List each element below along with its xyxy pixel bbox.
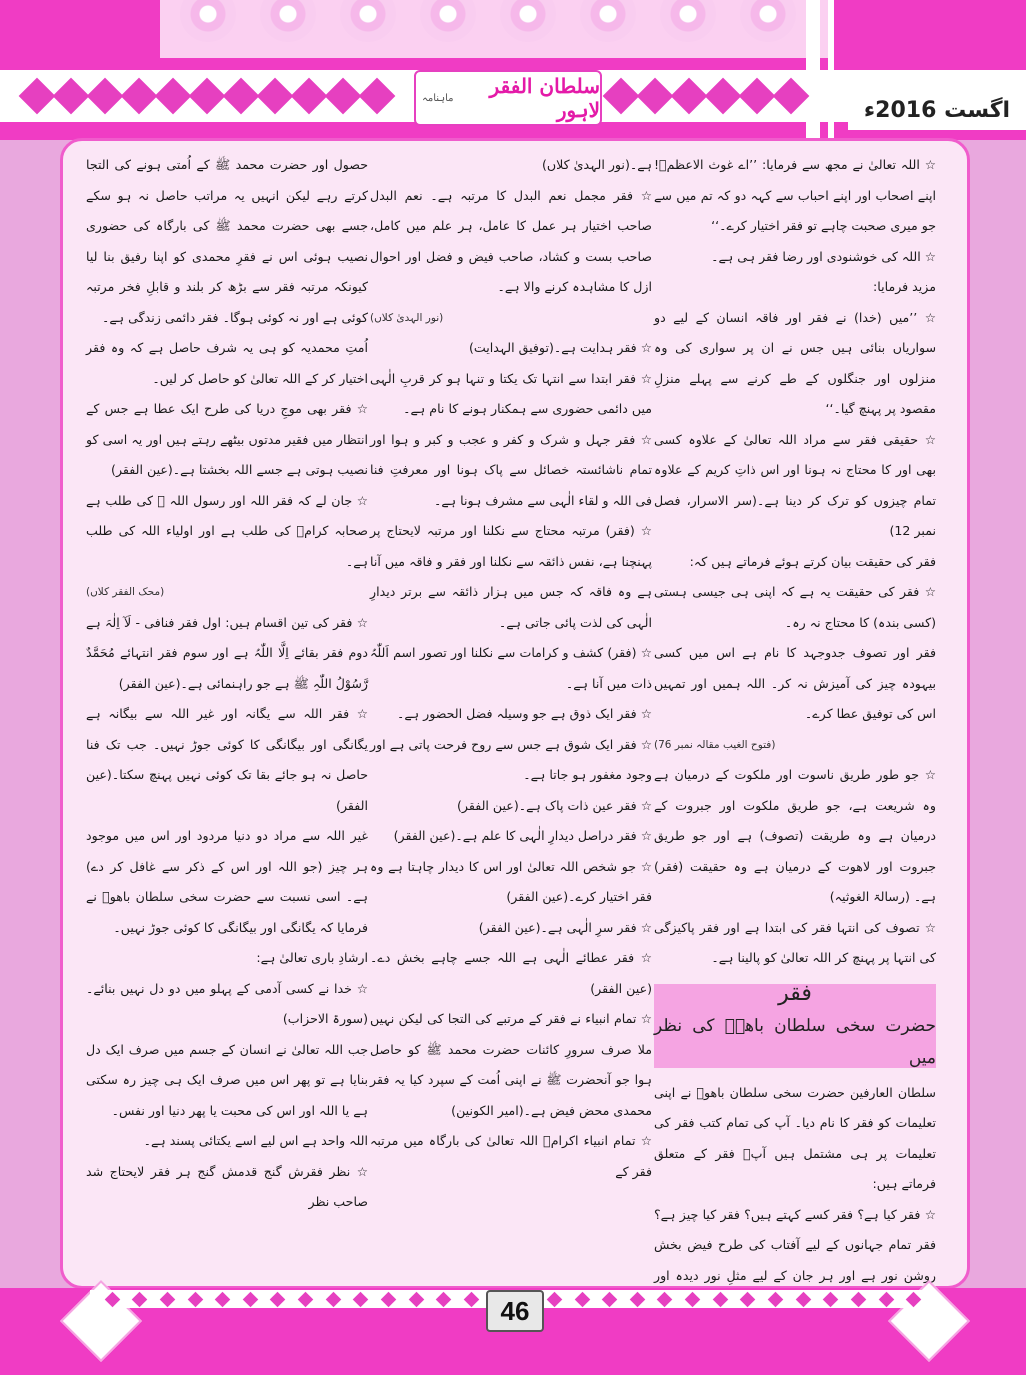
paragraph: ☆ تمام انبیاء نے فقر کے مرتبے کی التجا کی لیکن نہیں ملا صرف سرورِ کائنات حضرت محمد ﷺ کو حاصل ہوا جو آنحضرت ﷺ نے اپنی اُمت کے سپرد کیا یہ فقر محمدی محض فیض ہے۔(امیر الکونین) xyxy=(370,1011,652,1118)
paragraph: ☆ فقر کی تین اقسام ہیں: اول فقر فنافی - لَآ اِلٰہَ ہے دوم فقر بقائے اِلَّا اللّٰہُ ہے اور سوم فقر انتہائے مُحَمَّدٌ رَّسُوْلُ اللّٰہِ ﷺ ہے جو راہنمائی ہے۔(عین الفقر) xyxy=(86,614,368,691)
paragraph: ☆ تمام انبیاء اکرامؑ اللہ تعالیٰ کی بارگاہ میں مرتبہ فقر کے xyxy=(370,1133,652,1179)
paragraph: ارشادِ باری تعالیٰ ہے: xyxy=(256,950,368,965)
paragraph: ☆ فقر اللہ سے یگانہ اور غیر اللہ سے بیگانہ ہے یگانگی اور بیگانگی کا کوئی جوڑ نہیں۔ جب تک فنا حاصل نہ ہو جائے بقا تک کوئی نہیں پہنچ سکتا۔(عین الفقر) xyxy=(86,706,368,813)
reference: (فتوح الغیب مقالہ نمبر 76) xyxy=(654,738,776,751)
paragraph: مزید فرمایا: xyxy=(873,279,936,294)
paragraph: ☆ فقر دراصل دیدارِ الٰہی کا علم ہے۔(عین الفقر) xyxy=(393,828,652,843)
heading-title: فقر xyxy=(778,980,812,1006)
flower-icon xyxy=(340,0,396,42)
diamond-icon xyxy=(685,1291,701,1307)
paragraph: ☆ فقر عطائے الٰہی ہے اللہ جسے چاہے بخش دے۔(عین الفقر) xyxy=(370,950,652,996)
diamond-icon xyxy=(223,78,260,115)
diamond-icon xyxy=(464,1291,480,1307)
flower-icon xyxy=(740,0,796,42)
diamond-icon xyxy=(132,1291,148,1307)
paragraph: ☆ فقر کیا ہے؟ فقر کسے کہتے ہیں؟ فقر کیا چیز ہے؟ فقر تمام جہانوں کے لیے آفتاب کی طرح فیض بخش روشن نور ہے اور ہر جان کے لیے مثلِ نور دیدہ اور xyxy=(654,1206,936,1283)
diamond-icon xyxy=(630,1291,646,1307)
page-number: 46 xyxy=(486,1290,544,1332)
paragraph: ☆ فقر ایک شوق ہے جس سے روح فرحت پاتی ہے اور وجود مغفور ہو جاتا ہے۔ xyxy=(370,736,652,782)
column-left xyxy=(86,150,368,1270)
paragraph: جب اللہ تعالیٰ نے انسان کے جسم میں صرف ایک دل بنایا ہے تو پھر اس میں صرف ایک ہی چیز رہ سکتی ہے یا اللہ اور اس کی محبت یا پھر دنیا اور نفس۔ xyxy=(86,1041,368,1118)
diamond-icon xyxy=(270,1291,286,1307)
heading-subtitle: حضرت سخی سلطان باھوؒ کی نظر میں xyxy=(654,1015,936,1068)
magazine-name: سلطان الفقر لاہور xyxy=(489,74,600,122)
decorative-bar xyxy=(806,0,820,140)
paragraph: ☆ جو طور طریق ناسوت اور ملکوت کے درمیان ہے وہ شریعت ہے، جو طریق ملکوت اور جبروت کے درمیان ہے وہ طریقت (تصوف) ہے اور جو طریق جبروت اور لاھوت کے درمیان ہے وہ حقیقت (فقر) ہے۔ (رسالۃ الغوثیہ) xyxy=(654,767,936,904)
diamond-icon xyxy=(53,78,90,115)
diamond-icon xyxy=(705,78,742,115)
paragraph: حصول اور حضرت محمد ﷺ کے اُمتی ہونے کی التجا کرتے رہے لیکن انہیں یہ مراتب حاصل نہ ہو سکے جسے بھی حضرت محمد ﷺ کی بارگاہ کی حضوری نصیب ہوئی اس نے فقرِ محمدی کو اپنا رفیق بنا لیا کیونکہ مرتبہ فقر سے بڑھ کر بلند و قابلِ فخر مرتبہ کوئی ہے اور نہ کوئی ہوگا۔ فقر دائمی زندگی ہے۔ xyxy=(86,157,368,325)
diamond-icon xyxy=(602,1291,618,1307)
paragraph: سلطان العارفین حضرت سخی سلطان باھوؒ نے اپنی تعلیمات کو فقر کا نام دیا۔ آپ کی تمام کتب فقر کی تعلیمات پر ہی مشتمل ہیں آپؒ فقر کے متعلق فرماتے ہیں: xyxy=(654,1084,936,1191)
flower-icon xyxy=(260,0,316,42)
diamond-icon xyxy=(257,78,294,115)
diamond-icon xyxy=(547,1291,563,1307)
magazine-prefix: ماہنامہ xyxy=(422,92,454,104)
paragraph: ☆ فقر سرِ الٰہی ہے۔(عین الفقر) xyxy=(478,919,652,935)
header-flower-pattern xyxy=(160,0,830,58)
paragraph: ☆ (فقر) مرتبہ محتاج سے نکلنا اور مرتبہ لایحتاج پر پہنچنا ہے، نفس ذائقہ سے نکلنا اور فقر و فاقہ میں آنا ہے وہ فاقہ کہ جس میں ہزار ذائقہ سے برتر دیدارِ الٰہی کی لذت پائی جاتی ہے۔ xyxy=(370,523,652,630)
diamond-icon xyxy=(189,78,226,115)
paragraph: ☆ جو شخص اللہ تعالیٰ اور اس کا دیدار چاہتا ہے وہ فقر اختیار کرے۔(عین الفقر) xyxy=(370,858,652,904)
diamond-icon xyxy=(19,78,56,115)
diamond-icon xyxy=(359,78,396,115)
diamond-icon xyxy=(215,1291,231,1307)
flower-icon xyxy=(660,0,716,42)
paragraph: ☆ فقر بھی موجِ دریا کی طرح ایک عطا ہے جس کے انتظار میں فقیر مدتوں بیٹھے رہتے ہیں اور یہ اسی کو نصیب ہوتی ہے جسے اللہ بخشتا ہے۔(عین الفقر) xyxy=(86,401,368,477)
paragraph: ☆ اللہ تعالیٰ نے مجھ سے فرمایا: ’’اے غوث الاعظمؒ! اپنے اصحاب اور اپنے احباب سے کہہ دو کہ تم میں سے جو میری صحبت چاہے تو فقر اختیار کرے۔‘‘ xyxy=(654,157,936,233)
paragraph: ☆ جان لے کہ فقر اللہ اور رسول اللہ ﷺ کی طلب ہے صحابہ کرامؓ کی طلب ہے اور اولیاء اللہ کی طلب ہے۔ xyxy=(86,492,368,569)
diamond-icon xyxy=(298,1291,314,1307)
paragraph: غیر اللہ سے مراد دو دنیا مردود اور اس میں موجود ہر چیز (جو اللہ اور اس کے ذکر سے غافل کر دے) ہے۔ اسی نسبت سے حضرت سخی سلطان باھوؒ نے فرمایا کہ یگانگی اور بیگانگی کا کوئی جوڑ نہیں۔ xyxy=(86,828,368,935)
paragraph: ☆ فقر ایک ذوق ہے جو وسیلہ فضل الحضور ہے۔ xyxy=(396,706,652,721)
paragraph: ☆ ’’میں (خدا) نے فقر اور فاقہ انسان کے لیے دو سواریاں بنائی ہیں جس نے ان پر سواری کی وہ منزلوں اور جنگلوں کے طے کرنے سے پہلے منزلِ مقصود پر پہنچ گیا۔‘‘ xyxy=(654,309,936,416)
diamond-icon xyxy=(603,78,640,115)
diamond-icon xyxy=(768,1291,784,1307)
diamond-icon xyxy=(657,1291,673,1307)
diamond-row xyxy=(606,78,806,114)
paragraph: فقر اور تصوف جدوجہد کا نام ہے اس میں کسی بیہودہ چیز کی آمیزش نہ کر۔ اللہ ہمیں اور تمہیں اس کی توفیق عطا کرے۔ xyxy=(654,645,936,721)
column-middle xyxy=(370,150,652,1270)
diamond-icon xyxy=(408,1291,424,1307)
diamond-icon xyxy=(637,78,674,115)
flower-icon xyxy=(580,0,636,42)
paragraph: ☆ اللہ کی خوشنودی اور رضا فقر ہی ہے۔ xyxy=(711,248,936,264)
diamond-icon xyxy=(712,1291,728,1307)
diamond-icon xyxy=(574,1291,590,1307)
diamond-icon xyxy=(823,1291,839,1307)
reference: (محک الفقر کلاں) xyxy=(86,586,165,598)
diamond-icon xyxy=(795,1291,811,1307)
diamond-icon xyxy=(851,1291,867,1307)
paragraph: اُمتِ محمدیہ کو ہی یہ شرف حاصل ہے کہ وہ فقر اختیار کر کے اللہ تعالیٰ کو حاصل کر لیں۔ xyxy=(86,340,368,386)
paragraph: ☆ فقر ابتدا سے انتہا تک یکتا و تنہا ہو کر قربِ الٰہی میں دائمی حضوری سے ہمکنار ہونے کا نام ہے۔ xyxy=(370,370,652,416)
paragraph: ہے۔(نور الہدیٰ کلاں) xyxy=(541,157,652,172)
diamond-icon xyxy=(155,78,192,115)
diamond-row xyxy=(22,78,392,114)
magazine-logo xyxy=(414,70,602,126)
diamond-icon xyxy=(160,1291,176,1307)
column-right xyxy=(654,150,936,1283)
paragraph: اللہ واحد ہے اس لیے اسے یکتائی پسند ہے۔ xyxy=(143,1133,368,1148)
diamond-icon xyxy=(436,1291,452,1307)
paragraph: فقر کی حقیقت بیان کرتے ہوئے فرماتے ہیں کہ: xyxy=(689,553,936,569)
flower-icon xyxy=(420,0,476,42)
diamond-icon xyxy=(87,78,124,115)
section-heading xyxy=(654,980,936,1068)
reference: (نور الہدیٰ کلاں) xyxy=(370,311,444,324)
diamond-icon xyxy=(243,1291,259,1307)
paragraph: ☆ فقر مجمل نعم البدل کا مرتبہ ہے۔ نعم البدل صاحب اختیار ہر عمل کا عامل، ہر علم میں کامل، صاحب بست و کشاد، صاحب فیض و فضل اور احوال ازل کا مشاہدہ کرنے والا ہے۔ xyxy=(370,187,652,294)
diamond-icon xyxy=(121,78,158,115)
paragraph: ☆ فقر کی حقیقت یہ ہے کہ اپنی ہی جیسی ہستی (کسی بندہ) کا محتاج نہ رہ۔ xyxy=(654,584,936,630)
diamond-icon xyxy=(739,78,776,115)
paragraph: ☆ فقر ہدایت ہے۔(توفیق الہدایت) xyxy=(469,340,652,355)
paragraph: ☆ حقیقی فقر سے مراد اللہ تعالیٰ کے علاوہ کسی بھی اور کا محتاج نہ ہونا اور اس ذاتِ کریم کے علاوہ تمام چیزوں کو ترک کر دینا ہے۔(سر الاسرار، فصل نمبر 12) xyxy=(654,431,936,538)
flower-icon xyxy=(500,0,556,42)
diamond-icon xyxy=(325,1291,341,1307)
diamond-icon xyxy=(291,78,328,115)
diamond-icon xyxy=(381,1291,397,1307)
diamond-icon xyxy=(353,1291,369,1307)
paragraph: ☆ فقر عین ذات پاک ہے۔(عین الفقر) xyxy=(456,797,652,813)
diamond-icon xyxy=(187,1291,203,1307)
paragraph: ☆ تصوف کی انتہا فقر کی ابتدا ہے اور فقر پاکیزگی کی انتہا پر پہنچ کر اللہ تعالیٰ کو پالینا ہے۔ xyxy=(654,919,936,965)
decorative-bar xyxy=(828,0,834,140)
flower-icon xyxy=(180,0,236,42)
paragraph: ☆ (فقر) کشف و کرامات سے نکلنا اور تصور اسم اَللّٰہُ ذات میں آنا ہے۔ xyxy=(370,645,652,691)
diamond-icon xyxy=(671,78,708,115)
verse: ☆ نظر فقرش گنج قدمش گنج ہر فقر لایحتاج شد صاحب نظر xyxy=(86,1163,368,1209)
paragraph: ☆ فقر جہل و شرک و کفر و عجب و کبر و ہوا اور تمام ناشائستہ خصائل سے پاک ہونا اور معرفتِ فنا فی اللہ و لقاء الٰہی سے مشرف ہونا ہے۔ xyxy=(370,431,652,508)
diamond-icon xyxy=(773,78,810,115)
paragraph: ☆ خدا نے کسی آدمی کے پہلو میں دو دل نہیں بنائے۔(سورۃ الاحزاب) xyxy=(86,980,368,1026)
diamond-icon xyxy=(104,1291,120,1307)
diamond-icon xyxy=(906,1291,922,1307)
diamond-icon xyxy=(325,78,362,115)
diamond-icon xyxy=(878,1291,894,1307)
issue-date: اگست 2016ء xyxy=(848,90,1026,130)
diamond-icon xyxy=(740,1291,756,1307)
